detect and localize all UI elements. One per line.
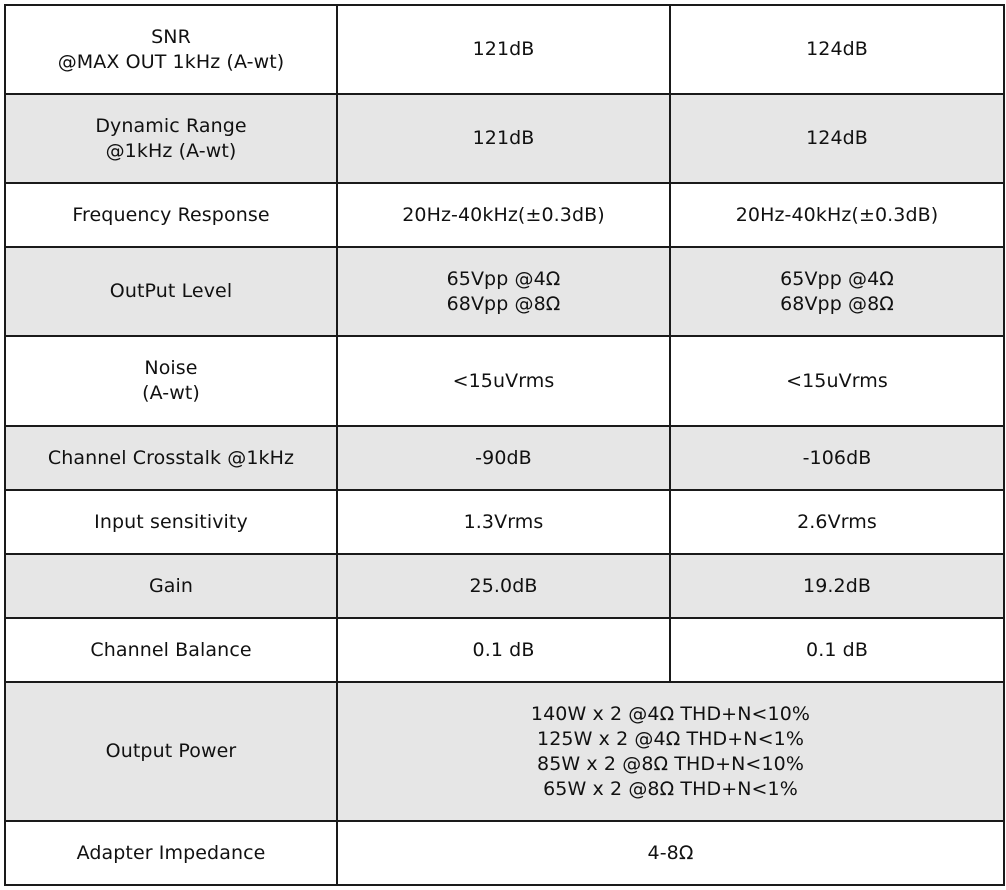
table-row xyxy=(5,618,1004,682)
table-row xyxy=(5,490,1004,554)
table-row xyxy=(5,426,1004,490)
value-cell: -90dB xyxy=(337,426,670,490)
value-cell: 121dB xyxy=(337,94,670,183)
param-label: Noise (A-wt) xyxy=(5,336,337,426)
param-label: Input sensitivity xyxy=(5,490,337,554)
value-cell: <15uVrms xyxy=(670,336,1004,426)
value-cell: 124dB xyxy=(670,94,1004,183)
param-label: Adapter Impedance xyxy=(5,821,337,885)
table-row xyxy=(5,247,1004,336)
value-cell: 20Hz-40kHz(±0.3dB) xyxy=(337,183,670,247)
value-cell: 0.1 dB xyxy=(337,618,670,682)
param-label: Output Power xyxy=(5,682,337,821)
param-label: Channel Balance xyxy=(5,618,337,682)
value-cell: 20Hz-40kHz(±0.3dB) xyxy=(670,183,1004,247)
merged-value-cell: 140W x 2 @4Ω THD+N<10% 125W x 2 @4Ω THD+N<1% 85W x 2 @8Ω THD+N<10% 65W x 2 @8Ω THD+N<1% xyxy=(337,682,1004,821)
value-cell: -106dB xyxy=(670,426,1004,490)
value-cell: 65Vpp @4Ω 68Vpp @8Ω xyxy=(337,247,670,336)
param-label: Frequency Response xyxy=(5,183,337,247)
table-row xyxy=(5,682,1004,821)
param-label: Dynamic Range @1kHz (A-wt) xyxy=(5,94,337,183)
value-cell: 25.0dB xyxy=(337,554,670,618)
value-cell: 1.3Vrms xyxy=(337,490,670,554)
table-row xyxy=(5,183,1004,247)
value-cell: 19.2dB xyxy=(670,554,1004,618)
param-label: Gain xyxy=(5,554,337,618)
table-row xyxy=(5,554,1004,618)
merged-value-cell: 4-8Ω xyxy=(337,821,1004,885)
table-row xyxy=(5,5,1004,94)
table-row xyxy=(5,336,1004,426)
value-cell: 2.6Vrms xyxy=(670,490,1004,554)
value-cell: 65Vpp @4Ω 68Vpp @8Ω xyxy=(670,247,1004,336)
param-label: Channel Crosstalk @1kHz xyxy=(5,426,337,490)
value-cell: 0.1 dB xyxy=(670,618,1004,682)
spec-table xyxy=(4,4,1005,886)
param-label: SNR @MAX OUT 1kHz (A-wt) xyxy=(5,5,337,94)
value-cell: 124dB xyxy=(670,5,1004,94)
param-label: OutPut Level xyxy=(5,247,337,336)
value-cell: 121dB xyxy=(337,5,670,94)
table-row xyxy=(5,821,1004,885)
value-cell: <15uVrms xyxy=(337,336,670,426)
table-row xyxy=(5,94,1004,183)
